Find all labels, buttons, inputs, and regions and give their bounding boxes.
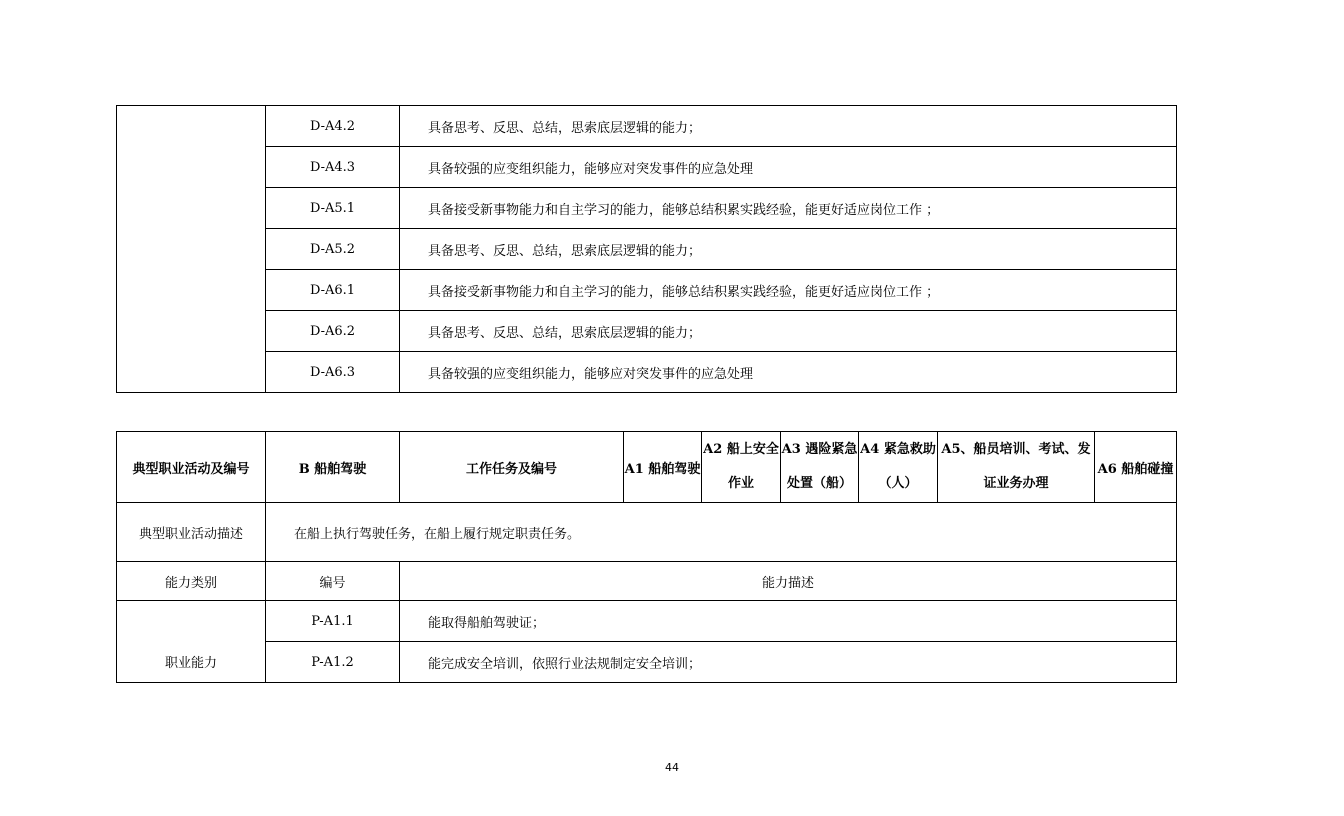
row-code: D-A6.3	[266, 352, 400, 393]
row-code: D-A4.2	[266, 106, 400, 147]
row-code: D-A5.1	[266, 188, 400, 229]
task-a2	[702, 432, 781, 503]
task-line: 作业	[727, 476, 754, 491]
task-a5	[938, 432, 1095, 503]
activity-b-table	[116, 431, 1177, 683]
task-a4	[859, 432, 938, 503]
table-row	[117, 270, 1177, 311]
task-a1	[624, 432, 702, 503]
description-row	[117, 503, 1177, 562]
task-line: A1 船舶驾驶	[624, 461, 701, 477]
row-code: P-A1.2	[266, 642, 400, 683]
competency-table-continued	[116, 105, 1177, 393]
description-label: 典型职业活动描述	[117, 503, 266, 562]
table-row	[117, 311, 1177, 352]
row-code: D-A6.1	[266, 270, 400, 311]
task-line: 处置（船）	[786, 476, 852, 491]
row-description: 具备思考、反思、总结，思索底层逻辑的能力；	[400, 229, 1177, 270]
table-row	[117, 642, 1177, 683]
table-row	[117, 106, 1177, 147]
task-a6	[1095, 432, 1177, 503]
row-code: D-A6.2	[266, 311, 400, 352]
activity-label: 典型职业活动及编号	[117, 432, 266, 503]
task-line: A5、船员培训、考试、发	[941, 442, 1091, 457]
table-row	[117, 601, 1177, 642]
category-cell-empty	[117, 106, 266, 393]
category-header: 能力类别	[117, 562, 266, 601]
row-description: 具备较强的应变组织能力，能够应对突发事件的应急处理	[400, 147, 1177, 188]
table-row	[117, 229, 1177, 270]
row-description: 具备接受新事物能力和自主学习的能力，能够总结积累实践经验，能更好适应岗位工作 ；	[400, 270, 1177, 311]
row-code: D-A5.2	[266, 229, 400, 270]
row-description: 具备思考、反思、总结，思索底层逻辑的能力；	[400, 106, 1177, 147]
task-line: A4 紧急救助	[860, 442, 936, 457]
description-header: 能力描述	[400, 562, 1177, 601]
task-line: 证业务办理	[983, 476, 1049, 491]
table-row	[117, 188, 1177, 229]
row-description: 能取得船舶驾驶证；	[400, 601, 1177, 642]
task-a3	[781, 432, 859, 503]
category-cell: 职业能力	[117, 601, 266, 683]
task-line: A6 船舶碰撞	[1097, 461, 1174, 477]
row-description: 能完成安全培训，依照行业法规制定安全培训；	[400, 642, 1177, 683]
column-header-row	[117, 562, 1177, 601]
row-description: 具备较强的应变组织能力，能够应对突发事件的应急处理	[400, 352, 1177, 393]
activity-value: B 船舶驾驶	[266, 432, 400, 503]
row-code: D-A4.3	[266, 147, 400, 188]
task-line: A2 船上安全	[703, 442, 779, 457]
page-number: 44	[665, 761, 679, 774]
row-description: 具备思考、反思、总结，思索底层逻辑的能力；	[400, 311, 1177, 352]
table-row	[117, 147, 1177, 188]
task-line: （人）	[878, 476, 918, 491]
task-line: A3 遇险紧急	[781, 442, 858, 457]
row-description: 具备接受新事物能力和自主学习的能力，能够总结积累实践经验，能更好适应岗位工作 ；	[400, 188, 1177, 229]
row-code: P-A1.1	[266, 601, 400, 642]
description-text: 在船上执行驾驶任务，在船上履行规定职责任务。	[266, 503, 1177, 562]
code-header: 编号	[266, 562, 400, 601]
header-row	[117, 432, 1177, 503]
table-row	[117, 352, 1177, 393]
tasks-label: 工作任务及编号	[400, 432, 624, 503]
